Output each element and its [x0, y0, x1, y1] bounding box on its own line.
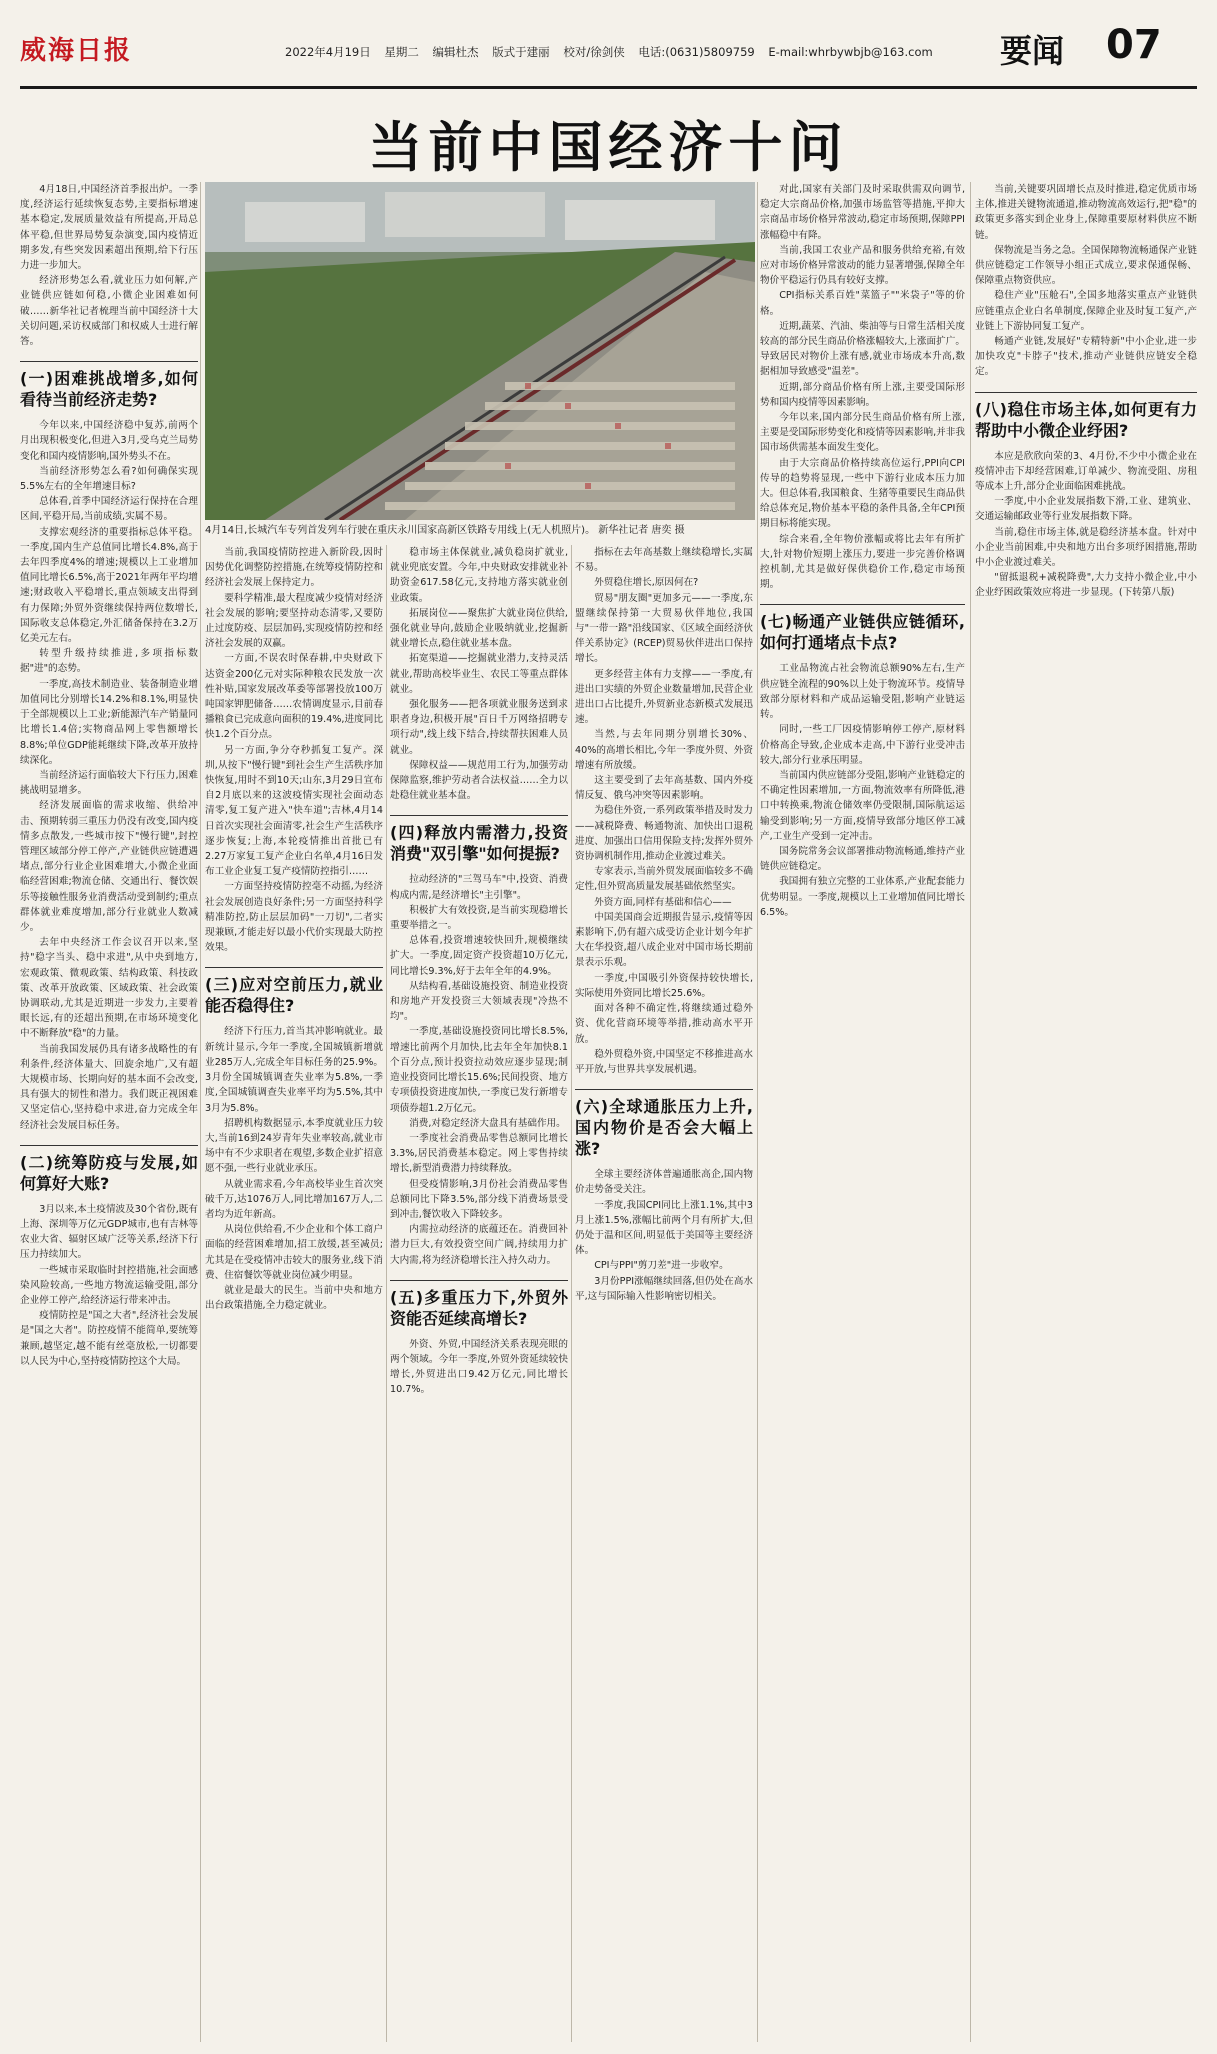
paragraph: 近期,部分商品价格有所上涨,主要受国际形势和国内疫情等因素影响。: [760, 381, 965, 408]
intro: [20, 182, 198, 349]
section-heading-5: (五)多重压力下,外贸外资能否延续高增长?: [390, 1280, 568, 1329]
paragraph: 一季度,中国吸引外资保持较快增长,实际使用外资同比增长25.6%。: [575, 972, 753, 999]
paragraph: 对此,国家有关部门及时采取供需双向调节,稳定大宗商品价格,加强市场监管等措施,平抑大宗商品市场价格异常波动,稳定市场预期,保障PPI涨幅稳中有降。: [760, 184, 965, 241]
paragraph: 国务院常务会议部署推动物流畅通,维持产业链供应链稳定。: [760, 845, 965, 873]
paragraph: 贸易"朋友圈"更加多元——一季度,东盟继续保持第一大贸易伙伴地位,我国与"一带一路"沿线国家、《区域全面经济伙伴关系协定》(RCEP)贸易伙伴进出口保持增长。: [575, 592, 753, 665]
aerial-photo-illustration: [205, 182, 755, 520]
paragraph: 稳住产业"压舱石",全国多地落实重点产业链供应链重点企业白名单制度,保障企业及时复工复产,产业链上下游协同复工复产。: [975, 290, 1197, 332]
column-6: [975, 182, 1197, 2042]
paragraph: 畅通产业链,发展好"专精特新"中小企业,进一步加快攻克"卡脖子"技术,推动产业链供应链安全稳定。: [975, 336, 1197, 378]
paragraph: 另一方面,争分夺秒抓复工复产。深圳,从按下"慢行键"到社会生产生活秩序加快恢复,用时不到10天;山东,3月29日宣布自2月底以来的这波疫情实现社会面动态清零,复工复产进入"快车道";吉林,4月14日首次实现社会面清零,社会生产生活秩序逐步恢复;上海,本轮疫情推出首批已有2.27万家复工复产企业白名单,4月16日发布工业企业复工复产疫情防控指引……: [205, 744, 383, 878]
paragraph: 经济下行压力,首当其冲影响就业。最新统计显示,今年一季度,全国城镇新增就业285万人,完成全年目标任务的25.9%。3月份全国城镇调查失业率为5.8%,一季度,全国城镇调查失业率平均为5.5%,其中3月为5.8%。: [205, 1026, 383, 1114]
column-5: [760, 182, 965, 2042]
issue-meta: [285, 44, 943, 60]
paragraph: 当然,与去年同期分别增长30%、40%的高增长相比,今年一季度外贸、外资增速有所放缓。: [575, 729, 753, 771]
paragraph: 当前,我国疫情防控进入新阶段,因时因势优化调整防控措施,在统筹疫情防控和经济社会发展上保持定力。: [205, 547, 383, 589]
paragraph: 当前,关键要巩固增长点及时推进,稳定优质市场主体,推进关键物流通道,推动物流高效运行,把"稳"的政策更多落实到企业身上,保障重要原材料供应不断链。: [975, 184, 1197, 241]
headline: 当前中国经济十问: [368, 115, 849, 179]
paragraph: 外资、外贸,中国经济关系表现亮眼的两个领域。今年一季度,外贸外资延续较快增长,外贸进出口9.42万亿元,同比增长10.7%。: [390, 1338, 568, 1396]
column-1: [20, 182, 198, 2042]
email: E-mail:whrbywbjb@163.com: [768, 45, 933, 59]
paragraph: 同时,一些工厂因疫情影响停工停产,原材料价格高企导致,企业成本走高,中下游行业受冲击较大,部分行业承压明显。: [760, 724, 965, 766]
paragraph: 一方面,不误农时保春耕,中央财政下达资金200亿元对实际种粮农民发放一次性补贴,国家发展改革委等部署投放100万吨国家钾肥储备……农情调度显示,目前春播粮食已完成意向面积的19.4%,进度同比快1.2个百分点。: [205, 653, 383, 741]
paragraph: 招聘机构数据显示,本季度就业压力较大,当前16到24岁青年失业率较高,就业市场中有不少求职者在观望,多数企业扩招意愿不强,一些行业就业承压。: [205, 1117, 383, 1175]
paragraph: 一季度,基础设施投资同比增长8.5%,增速比前两个月加快,比去年全年加快8.1个百分点,预计投资拉动效应逐步显现;制造业投资同比增长15.6%;民间投资、地方专项债投资进度加快,一季度已发行新增专项债券超1.2万亿元。: [390, 1026, 568, 1114]
column-divider: [970, 182, 971, 2042]
paragraph: 当前经济运行面临较大下行压力,困难挑战明显增多。: [20, 769, 198, 797]
column-divider: [386, 545, 387, 2042]
paragraph: 一些城市采取临时封控措施,社会面感染风险较高,一些地方物流运输受阻,部分企业停工停产,给经济运行带来冲击。: [20, 1264, 198, 1306]
paragraph: 拓宽渠道——挖掘就业潜力,支持灵活就业,帮助高校毕业生、农民工等重点群体就业。: [390, 653, 568, 695]
news-photo: [205, 182, 755, 520]
masthead: [0, 0, 1217, 88]
paragraph: 经济发展面临的需求收缩、供给冲击、预期转弱三重压力仍没有改变,国内疫情多点散发,一些城市按下"慢行键",封控管理区域部分停工停产,产业链供应链遭遇堵点,部分行业企业困难增大,小微企业面临经营困难;物流仓储、交通出行、餐饮娱乐等接触性服务业消费活动受到制约;重点群体就业难度增加,部分行业就业人数减少。: [20, 800, 198, 933]
paragraph: 内需拉动经济的底蕴还在。消费回补潜力巨大,有效投资空间广阔,持续用力扩大内需,将为经济稳增长注入持久动力。: [390, 1224, 568, 1266]
paragraph: 全球主要经济体普遍通胀高企,国内物价走势备受关注。: [575, 1169, 753, 1196]
column-divider: [200, 182, 201, 2042]
paragraph: 去年中央经济工作会议召开以来,坚持"稳字当头、稳中求进",从中央到地方,宏观政策、微观政策、结构政策、科技政策、改革开放政策、区域政策、社会政策协调联动,尤其是近期进一步发力,主要着眼长远,有的还超出预期,在市场环境变化中不断释放"稳"的力量。: [20, 937, 198, 1040]
paragraph: 我国拥有独立完整的工业体系,产业配套能力优势明显。一季度,规模以上工业增加值同比增长6.5%。: [760, 876, 965, 918]
newspaper-logo: 威海日报: [20, 36, 133, 66]
section-heading-7: (七)畅通产业链供应链循环,如何打通堵点卡点?: [760, 604, 965, 653]
paragraph: 要科学精准,最大程度减少疫情对经济社会发展的影响;要坚持动态清零,又要防止过度防疫、层层加码,实现疫情防控和经济社会发展的双赢。: [205, 592, 383, 650]
paragraph: 这主要受到了去年高基数、国内外疫情反复、俄乌冲突等因素影响。: [575, 775, 753, 802]
paragraph: 强化服务——把各项就业服务送到求职者身边,积极开展"百日千万网络招聘专项行动",线上线下结合,持续帮扶困难人员就业。: [390, 699, 568, 756]
designer: 版式于建丽: [492, 45, 550, 59]
paragraph: 更多经营主体有力支撑——一季度,有进出口实绩的外贸企业数量增加,民营企业进出口占比提升,外贸新业态新模式发展迅速。: [575, 668, 753, 726]
intro-paragraph: 经济形势怎么看,就业压力如何解,产业链供应链如何稳,小微企业困难如何破……新华社记者梳理当前中国经济十大关切问题,采访权威部门和权威人士进行解答。: [20, 275, 198, 348]
paragraph: 消费,对稳定经济大盘具有基础作用。: [409, 1117, 566, 1129]
paragraph: 一季度,我国CPI同比上涨1.1%,其中3月上涨1.5%,涨幅比前两个月有所扩大,但仍处于温和区间,明显低于美国等主要经济体。: [575, 1199, 753, 1257]
page-number: 07: [1106, 22, 1162, 68]
paragraph: CPI与PPI"剪刀差"进一步收窄。: [594, 1260, 729, 1272]
paragraph: 疫情防控是"国之大者",经济社会发展是"国之大者"。防控疫情不能简单,要统筹兼顾,越坚定,越不能有丝毫放松,一切都要以人民为中心,坚持疫情防控这个大局。: [20, 1310, 198, 1367]
paragraph: 外资方面,同样有基础和信心——: [594, 896, 732, 908]
paragraph: 面对各种不确定性,将继续通过稳外资、优化营商环境等举措,推动高水平开放。: [575, 1003, 753, 1045]
paragraph: 当前国内供应链部分受阻,影响产业链稳定的不确定性因素增加,一方面,物流效率有所降低,港口中转换乘,物流仓储效率仍受限制,国际航运运输受到影响;另一方面,疫情导致部分地区停工减产,工业生产受到一定冲击。: [760, 769, 965, 842]
paragraph: 当前我国发展仍具有诸多战略性的有利条件,经济体量大、回旋余地广,又有超大规模市场、长期向好的基本面不会改变,具有强大的韧性和潜力。我们既正视困难又坚定信心,坚持稳中求进,奋力完成全年经济社会发展目标任务。: [20, 1043, 198, 1131]
issue-date: 2022年4月19日: [285, 45, 371, 59]
paragraph: 从就业需求看,今年高校毕业生首次突破千万,达1076万人,同比增加167万人,二者均为近年新高。: [205, 1178, 383, 1220]
section-heading-3: (三)应对空前压力,就业能否稳得住?: [205, 967, 383, 1016]
paragraph: 稳外贸稳外资,中国坚定不移推进高水平开放,与世界共享发展机遇。: [575, 1048, 753, 1075]
column-4: [575, 545, 753, 2042]
paragraph: 总体看,首季中国经济运行保持在合理区间,平稳开局,当前成绩,实属不易。: [20, 496, 198, 523]
editor: 编辑杜杰: [432, 45, 479, 59]
paragraph: 拓展岗位——聚焦扩大就业岗位供给,强化就业导向,鼓励企业吸纳就业,挖掘新就业增长点,稳住就业基本盘。: [390, 607, 568, 650]
paragraph: 但受疫情影响,3月份社会消费品零售总额同比下降3.5%,部分线下消费场景受到冲击,餐饮收入下降较多。: [390, 1178, 568, 1220]
section-heading-4: (四)释放内需潜力,投资消费"双引擎"如何提振?: [390, 815, 568, 864]
paragraph: 指标在去年高基数上继续稳增长,实属不易。: [575, 547, 753, 574]
paragraph: 为稳住外资,一系列政策举措及时发力——减税降费、畅通物流、加快出口退税进度、加强出口信用保险支持;发挥外贸外资协调机制作用,推动企业渡过难关。: [575, 805, 753, 863]
column-2: [205, 545, 383, 2042]
column-3: [390, 545, 568, 2042]
paragraph: 专家表示,当前外贸发展面临较多不确定性,但外贸高质量发展基础依然坚实。: [575, 866, 753, 893]
proofreader: 校对/徐剑侠: [563, 45, 625, 59]
paragraph: 转型升级持续推进,多项指标数据"进"的态势。: [20, 648, 198, 675]
paragraph: 积极扩大有效投资,是当前实现稳增长重要举措之一。: [390, 904, 568, 932]
column-divider: [757, 182, 758, 2042]
paragraph: 保障权益——规范用工行为,加强劳动保障监察,维护劳动者合法权益……全力以赴稳住就业基本盘。: [390, 759, 568, 802]
paragraph: 支撑宏观经济的重要指标总体平稳。一季度,国内生产总值同比增长4.8%,高于去年四季度4%的增速;规模以上工业增加值同比增长6.5%,高于2021年两年平均增速;财政收入平稳增长,重点领域支出得到有力保障;外贸外资继续保持两位数增长,国际收支总体稳定,外汇储备保持在3.2万亿美元左右。: [20, 526, 198, 645]
paragraph: 总体看,投资增速较快回升,规模继续扩大。一季度,固定资产投资超10万亿元,同比增长9.3%,好于去年全年的4.9%。: [390, 935, 568, 977]
paragraph: 保物流是当务之急。全国保障物流畅通保产业链供应链稳定工作领导小组正式成立,要求保通保畅、保障重点物资供应。: [975, 244, 1197, 287]
section-heading-8: (八)稳住市场主体,如何更有力帮助中小微企业纾困?: [975, 392, 1197, 441]
paragraph: 今年以来,国内部分民生商品价格有所上涨,主要是受国际形势变化和疫情等因素影响,并非我国市场供需基本面发生变化。: [760, 412, 965, 454]
paragraph: 一方面坚持疫情防控毫不动摇,为经济社会发展创造良好条件;另一方面坚持科学精准防控,防止层层加码"一刀切",二者实现兼顾,才能走好以最小代价实现最大防控效果。: [205, 881, 383, 954]
issue-weekday: 星期二: [384, 45, 419, 59]
photo-caption: 4月14日,长城汽车专列首发列车行驶在重庆永川国家高新区铁路专用线上(无人机照片)。 新华社记者 唐奕 摄: [205, 525, 685, 536]
paragraph: 综合来看,全年物价涨幅或将比去年有所扩大,针对物价短期上涨压力,要进一步完善价格调控机制,尤其是做好保供稳价工作,稳定市场预期。: [760, 533, 965, 591]
paragraph: "留抵退税+减税降费",大力支持小微企业,中小企业纾困政策效应将进一步显现。(下转第八版): [975, 572, 1197, 599]
paragraph: 由于大宗商品价格持续高位运行,PPI向CPI传导的趋势将显现,一些中下游行业成本压力加大。但总体看,我国粮食、生猪等重要民生商品供给总体充足,物价基本平稳的条件具备,全年CPI预期目标将能实现。: [760, 457, 965, 530]
paragraph: 一季度,中小企业发展指数下滑,工业、建筑业、交通运输邮政业等行业发展指数下降。: [975, 496, 1197, 523]
section-title: 要闻: [1000, 32, 1065, 70]
paragraph: 当前,我国工农业产品和服务供给充裕,有效应对市场价格异常波动的能力显著增强,保障全年物价平稳运行仍具有较好支撑。: [760, 244, 965, 287]
section-heading-1: (一)困难挑战增多,如何看待当前经济走势?: [20, 361, 198, 410]
paragraph: 就业是最大的民生。当前中央和地方出台政策措施,全力稳定就业。: [205, 1284, 383, 1312]
paragraph: CPI指标关系百姓"菜篮子""米袋子"等的价格。: [760, 290, 965, 317]
paragraph: 3月份PPI涨幅继续回落,但仍处在高水平,这与国际输入性影响密切相关。: [575, 1275, 753, 1302]
paragraph: 当前经济形势怎么看?如何确保实现5.5%左右的全年增速目标?: [20, 465, 198, 493]
paragraph: 近期,蔬菜、汽油、柴油等与日常生活相关度较高的部分民生商品价格涨幅较大,上涨面扩广。导致居民对物价上涨有感,就业市场成本升高,数据相加导致感受"温差"。: [760, 320, 965, 378]
paragraph: 一季度,高技术制造业、装备制造业增加值同比分别增长14.2%和8.1%,明显快于全部规模以上工业;新能源汽车产销量同比增长1.4倍;实物商品网上零售额增长8.8%;单位GDP能耗继续下降,改革开放持续深化。: [20, 678, 198, 766]
paragraph: 中国美国商会近期报告显示,疫情等因素影响下,仍有超六成受访企业计划今年扩大在华投资,超八成企业对中国市场长期前景表示乐观。: [575, 911, 753, 969]
paragraph: 一季度社会消费品零售总额同比增长3.3%,居民消费基本稳定。网上零售持续增长,新型消费潜力持续释放。: [390, 1132, 568, 1175]
paragraph: 当前,稳住市场主体,就是稳经济基本盘。针对中小企业当前困难,中央和地方出台多项纾困措施,帮助中小企业渡过难关。: [975, 526, 1197, 569]
section-heading-6: (六)全球通胀压力上升,国内物价是否会大幅上涨?: [575, 1089, 753, 1159]
section-heading-2: (二)统筹防疫与发展,如何算好大账?: [20, 1145, 198, 1194]
paragraph: 从结构看,基础设施投资、制造业投资和房地产开发投资三大领域表现"冷热不均"。: [390, 980, 568, 1023]
paragraph: 工业品物流占社会物流总额90%左右,生产供应链全流程的90%以上处于物流环节。疫情导致部分原材料和产成品运输受阻,影响产业链运转。: [760, 663, 965, 721]
intro-paragraph: 4月18日,中国经济首季报出炉。一季度,经济运行延续恢复态势,主要指标增速基本稳定,发展质量效益有所提高,开局总体平稳,但世界局势复杂演变,国内疫情近期多发,有些突发因素超出预期,给下行压力进一步加大。: [20, 184, 198, 272]
paragraph: 3月以来,本土疫情波及30个省份,既有上海、深圳等万亿元GDP城市,也有吉林等农业大省、辐射区域广泛等关系,经济下行压力持续加大。: [20, 1203, 198, 1261]
paragraph: 拉动经济的"三驾马车"中,投资、消费构成内需,是经济增长"主引擎"。: [390, 874, 568, 901]
paragraph: 今年以来,中国经济稳中复苏,前两个月出现积极变化,但进入3月,受乌克兰局势变化和国内疫情影响,国外势头不在。: [20, 420, 198, 462]
phone: 电话:(0631)5809759: [638, 45, 755, 59]
paragraph: 本应是欣欣向荣的3、4月份,不少中小微企业在疫情冲击下却经营困难,订单减少、物流受阻、房租等成本上升,部分企业面临困难挑战。: [975, 450, 1197, 493]
paragraph: 从岗位供给看,不少企业和个体工商户面临的经营困难增加,招工放缓,甚至减员;尤其是在受疫情冲击较大的服务业,线下消费、住宿餐饮等就业岗位减少明显。: [205, 1224, 383, 1281]
paragraph: 外贸稳住增长,原因何在?: [594, 577, 699, 589]
column-divider: [571, 545, 572, 2042]
masthead-rule: [20, 86, 1197, 89]
paragraph: 稳市场主体保就业,减负稳岗扩就业,就业兜底安置。今年,中央财政安排就业补助资金617.58亿元,支持地方落实就业创业政策。: [390, 547, 568, 604]
